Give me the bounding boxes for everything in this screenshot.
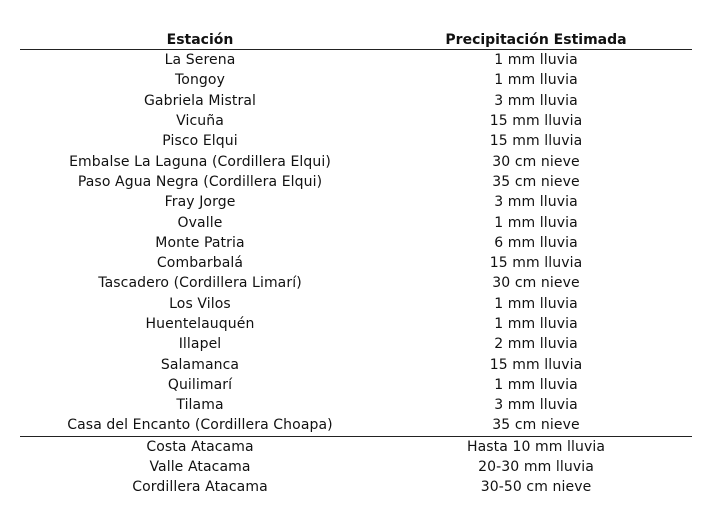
precipitation-cell: 1 mm lluvia <box>494 376 578 393</box>
precipitation-cell: 6 mm lluvia <box>494 234 578 251</box>
station-cell: Cordillera Atacama <box>132 479 268 496</box>
station-cell: Illapel <box>178 336 222 353</box>
precipitation-cell: 35 cm nieve <box>492 173 580 190</box>
table-row <box>20 131 692 151</box>
precipitation-cell: 15 mm lluvia <box>489 133 583 150</box>
station-cell: Combarbalá <box>156 255 244 272</box>
table-row <box>20 314 692 334</box>
header-station: Estación <box>20 30 380 50</box>
station-cell: Tongoy <box>175 72 225 89</box>
station-cell: Gabriela Mistral <box>143 92 257 109</box>
header-precipitation: Precipitación Estimada <box>380 30 692 50</box>
precipitation-cell: 15 mm lluvia <box>489 356 583 373</box>
precipitation-cell: 15 mm lluvia <box>489 255 583 272</box>
table-row <box>20 334 692 354</box>
station-cell: Paso Agua Negra (Cordillera Elqui) <box>77 173 323 190</box>
table-row <box>20 151 692 171</box>
precipitation-cell: 2 mm lluvia <box>494 336 578 353</box>
station-cell: Tascadero (Cordillera Limarí) <box>98 275 302 292</box>
precipitation-cell: 3 mm lluvia <box>494 194 578 211</box>
precipitation-cell: 3 mm lluvia <box>494 92 578 109</box>
station-cell: Huentelauquén <box>145 316 255 332</box>
table-row <box>20 50 692 71</box>
station-cell: Monte Patria <box>155 234 245 251</box>
station-cell: Vicuña <box>176 113 224 130</box>
table-row <box>20 436 692 457</box>
table-row <box>20 415 692 436</box>
table-row <box>20 91 692 111</box>
table-row <box>20 253 692 273</box>
table-row <box>20 212 692 232</box>
station-cell: Salamanca <box>160 356 240 373</box>
precipitation-table <box>20 30 692 498</box>
precipitation-cell: 1 mm lluvia <box>494 214 578 231</box>
station-cell: La Serena <box>164 52 236 69</box>
station-cell: Casa del Encanto (Cordillera Choapa) <box>20 415 380 436</box>
table-row <box>20 192 692 212</box>
table-row <box>20 273 692 293</box>
station-cell: Ovalle <box>177 214 223 231</box>
station-cell: Valle Atacama <box>149 459 251 476</box>
precipitation-cell: 35 cm nieve <box>380 415 692 436</box>
precipitation-cell: Hasta 10 mm lluvia <box>466 438 606 455</box>
precipitation-cell: 1 mm lluvia <box>494 295 578 312</box>
precipitation-cell: 30 cm nieve <box>492 153 580 170</box>
table-row <box>20 395 692 415</box>
station-cell: Fray Jorge <box>164 194 236 211</box>
station-cell: Pisco Elqui <box>162 133 238 150</box>
station-cell: Los Vilos <box>169 295 231 312</box>
station-cell: Quilimarí <box>167 376 233 393</box>
precipitation-cell: 1 mm lluvia <box>494 316 578 332</box>
table-row <box>20 457 692 477</box>
table-row <box>20 70 692 90</box>
station-cell: Tilama <box>176 397 224 414</box>
table-row <box>20 172 692 192</box>
table-row <box>20 294 692 314</box>
precipitation-cell: 15 mm lluvia <box>489 113 583 130</box>
precipitation-cell: 20-30 mm lluvia <box>478 459 594 476</box>
table-row <box>20 375 692 395</box>
header-row <box>20 30 692 50</box>
table-row <box>20 233 692 253</box>
precipitation-cell: 30-50 cm nieve <box>480 479 592 496</box>
precipitation-cell: 30 cm nieve <box>492 275 580 292</box>
precipitation-cell: 3 mm lluvia <box>494 397 578 414</box>
precipitation-cell: 1 mm lluvia <box>494 52 578 69</box>
precipitation-cell: 1 mm lluvia <box>494 72 578 89</box>
station-cell: Embalse La Laguna (Cordillera Elqui) <box>69 153 331 170</box>
table-row <box>20 111 692 131</box>
table-row <box>20 477 692 497</box>
table-row <box>20 354 692 374</box>
station-cell: Costa Atacama <box>146 438 254 455</box>
